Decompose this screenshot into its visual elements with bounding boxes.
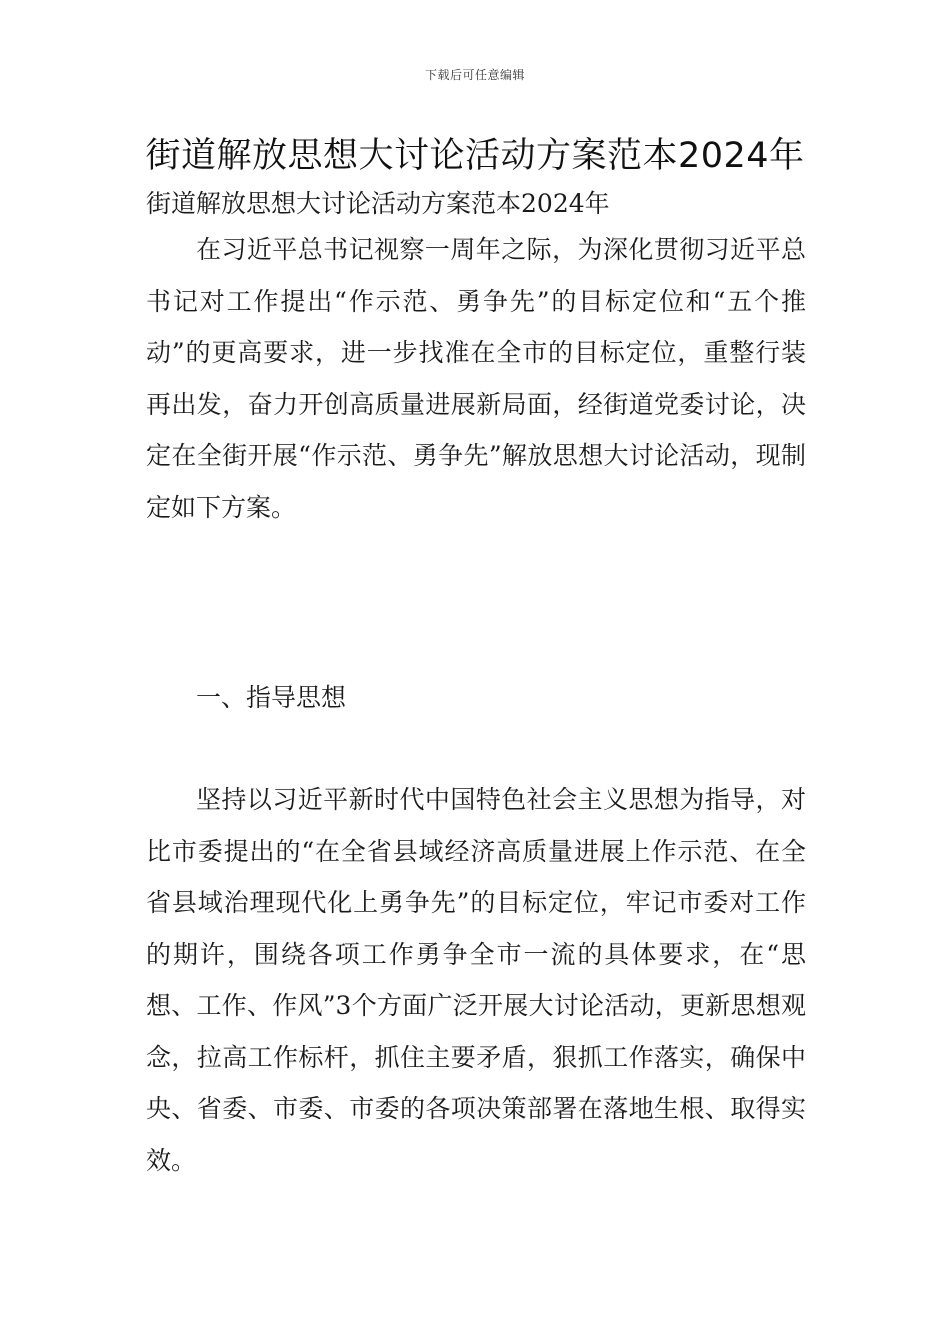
- section-body-guiding-ideology: 坚持以习近平新时代中国特色社会主义思想为指导，对比市委提出的“在全省县域经济高质量进展上作示范、在全省县域治理现代化上勇争先”的目标定位，牢记市委对工作的期许，围绕各项工作勇争全市一流的具体要求，在“思想、工作、作风”3个方面广泛开展大讨论活动，更新思想观念，拉高工作标杆，抓住主要矛盾，狠抓工作落实，确保中央、省委、市委、市委的各项决策部署在落地生根、取得实效。: [146, 785, 806, 1175]
- intro-paragraph: 在习近平总书记视察一周年之际，为深化贯彻习近平总书记对工作提出“作示范、勇争先”的目标定位和“五个推动”的更高要求，进一步找准在全市的目标定位，重整行装再出发，奋力开创高质量进展新局面，经街道党委讨论，决定在全街开展“作示范、勇争先”解放思想大讨论活动，现制定如下方案。: [146, 235, 806, 522]
- document-subtitle: 街道解放思想大讨论活动方案范本2024年: [146, 189, 610, 218]
- section-heading-guiding-ideology: 一、指导思想: [196, 683, 347, 712]
- document-title: 街道解放思想大讨论活动方案范本2024年: [145, 136, 805, 176]
- header-note: 下载后可任意编辑: [424, 68, 525, 82]
